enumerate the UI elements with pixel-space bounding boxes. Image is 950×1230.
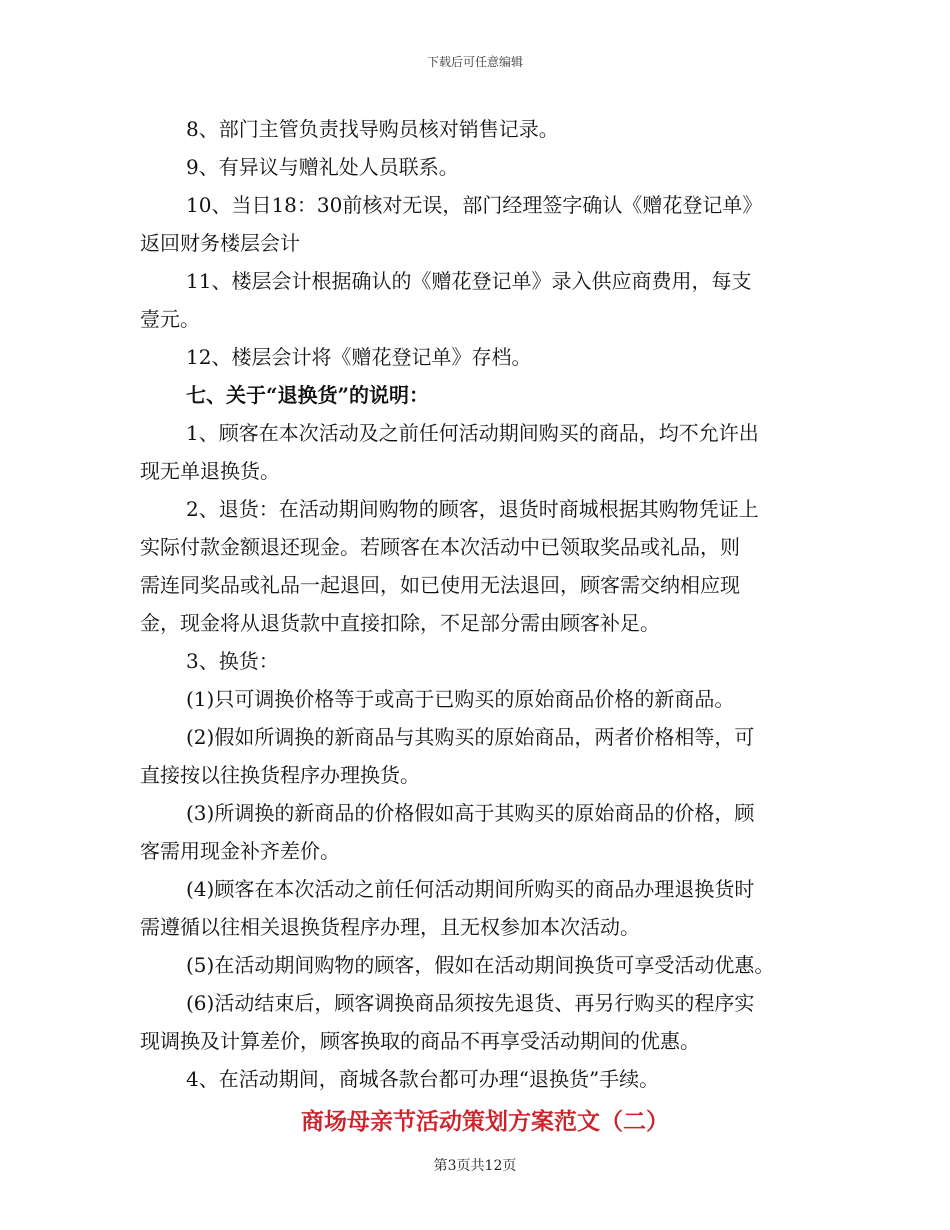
paragraph: 2、退货：在活动期间购物的顾客，退货时商城根据其购物凭证上: [186, 497, 759, 521]
paragraph-continuation: 金，现金将从退货款中直接扣除，不足部分需由顾客补足。: [140, 611, 660, 635]
paragraph: (4)顾客在本次活动之前任何活动期间所购买的商品办理退换货时: [186, 877, 755, 901]
paragraph-continuation: 壹元。: [140, 307, 200, 331]
paragraph-continuation: 客需用现金补齐差价。: [140, 839, 340, 863]
document-body: [140, 110, 820, 1144]
paragraph: (6)活动结束后，顾客调换商品须按先退货、再另行购买的程序实: [186, 991, 755, 1015]
page-footer: 第3页共12页: [433, 1158, 517, 1174]
paragraph: 12、楼层会计将《赠花登记单》存档。: [186, 345, 532, 369]
paragraph-continuation: 需连同奖品或礼品一起退回，如已使用无法退回，顾客需交纳相应现: [140, 573, 740, 597]
paragraph: 8、部门主管负责找导购员核对销售记录。: [186, 117, 559, 141]
paragraph-continuation: 现无单退换货。: [140, 459, 280, 483]
paragraph-continuation: 实际付款金额退还现金。若顾客在本次活动中已领取奖品或礼品，则: [140, 535, 740, 559]
paragraph: 11、楼层会计根据确认的《赠花登记单》录入供应商费用，每支: [186, 269, 752, 293]
paragraph: 1、顾客在本次活动及之前任何活动期间购买的商品，均不允许出: [186, 421, 759, 445]
paragraph: (2)假如所调换的新商品与其购买的原始商品，两者价格相等，可: [186, 725, 755, 749]
paragraph: (5)在活动期间购物的顾客，假如在活动期间换货可享受活动优惠。: [186, 953, 775, 977]
section-title: 商场母亲节活动策划方案范文（二）: [301, 1108, 669, 1135]
section-heading: 七、关于“退换货”的说明：: [186, 383, 430, 407]
page-header: 下载后可任意编辑: [426, 55, 523, 69]
paragraph-continuation: 现调换及计算差价，顾客换取的商品不再享受活动期间的优惠。: [140, 1029, 700, 1053]
paragraph: 10、当日18：30前核对无误，部门经理签字确认《赠花登记单》: [186, 193, 763, 217]
paragraph-continuation: 返回财务楼层会计: [140, 231, 300, 255]
paragraph: 3、换货：: [186, 649, 279, 673]
paragraph: (3)所调换的新商品的价格假如高于其购买的原始商品的价格，顾: [186, 801, 755, 825]
paragraph: 4、在活动期间，商城各款台都可办理“退换货”手续。: [186, 1067, 660, 1091]
paragraph-continuation: 需遵循以往相关退换货程序办理，且无权参加本次活动。: [140, 915, 640, 939]
paragraph: 9、有异议与赠礼处人员联系。: [186, 155, 459, 179]
paragraph: (1)只可调换价格等于或高于已购买的原始商品价格的新商品。: [186, 687, 735, 711]
paragraph-continuation: 直接按以往换货程序办理换货。: [140, 763, 420, 787]
